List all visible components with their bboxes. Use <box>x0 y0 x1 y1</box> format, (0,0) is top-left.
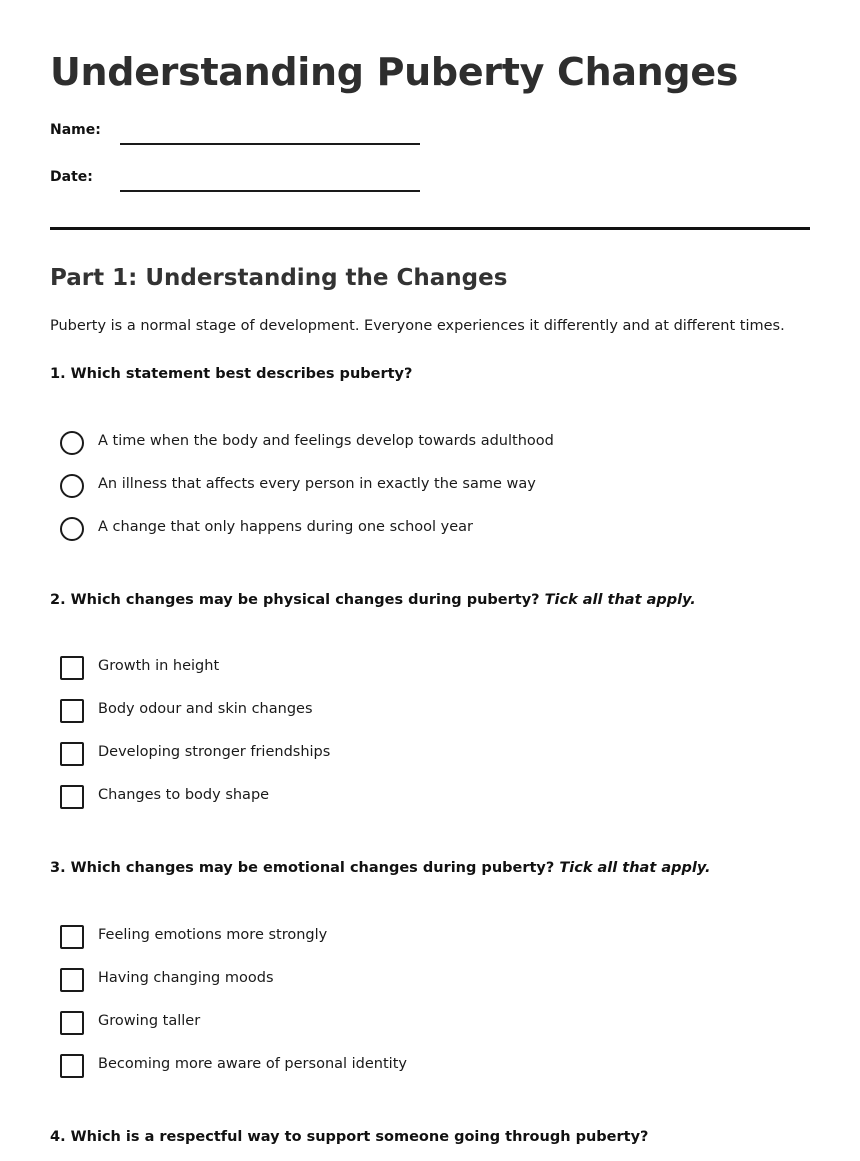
question-instruction: Tick all that apply. <box>559 860 711 876</box>
option-label: Growing taller <box>98 1013 201 1029</box>
date-field-row <box>50 169 470 199</box>
option-label: An illness that affects every person in exactly the same way <box>98 476 536 492</box>
question-text: Which statement best describes puberty? <box>70 366 413 382</box>
radio-button[interactable] <box>60 474 84 498</box>
question-3 <box>50 860 710 876</box>
q3-option-3[interactable] <box>60 1011 760 1037</box>
question-text: Which is a respectful way to support someone going through puberty? <box>70 1129 649 1145</box>
question-number: 1. <box>50 366 66 382</box>
question-4 <box>50 1129 648 1145</box>
q3-option-2[interactable] <box>60 968 760 994</box>
q1-option-1[interactable] <box>60 431 760 457</box>
part1-heading: Part 1: Understanding the Changes <box>50 265 508 291</box>
checkbox[interactable] <box>60 742 84 766</box>
question-number: 2. <box>50 592 66 608</box>
question-instruction: Tick all that apply. <box>544 592 696 608</box>
question-text: Which changes may be emotional changes during puberty? <box>70 860 555 876</box>
option-label: Feeling emotions more strongly <box>98 927 328 943</box>
q1-option-3[interactable] <box>60 517 760 543</box>
option-label: A change that only happens during one school year <box>98 519 474 535</box>
question-2 <box>50 592 696 608</box>
option-label: Having changing moods <box>98 970 274 986</box>
worksheet-title: Understanding Puberty Changes <box>50 50 739 94</box>
section-divider <box>50 227 810 230</box>
q3-option-1[interactable] <box>60 925 760 951</box>
option-label: Changes to body shape <box>98 787 270 803</box>
question-number: 4. <box>50 1129 66 1145</box>
checkbox[interactable] <box>60 699 84 723</box>
name-label: Name: <box>50 122 101 138</box>
name-input-line[interactable] <box>120 143 420 145</box>
q2-option-4[interactable] <box>60 785 760 811</box>
checkbox[interactable] <box>60 1054 84 1078</box>
option-label: Becoming more aware of personal identity <box>98 1056 407 1072</box>
checkbox[interactable] <box>60 968 84 992</box>
option-label: Growth in height <box>98 658 220 674</box>
name-field-row <box>50 122 470 152</box>
part1-intro: Puberty is a normal stage of development. Everyone experiences it differently and at different times. <box>50 318 785 334</box>
checkbox[interactable] <box>60 1011 84 1035</box>
radio-button[interactable] <box>60 431 84 455</box>
question-text: Which changes may be physical changes during puberty? <box>70 592 540 608</box>
question-number: 3. <box>50 860 66 876</box>
checkbox[interactable] <box>60 656 84 680</box>
q1-option-2[interactable] <box>60 474 760 500</box>
q2-option-1[interactable] <box>60 656 760 682</box>
q3-option-4[interactable] <box>60 1054 760 1080</box>
date-label: Date: <box>50 169 93 185</box>
checkbox[interactable] <box>60 785 84 809</box>
checkbox[interactable] <box>60 925 84 949</box>
option-label: Developing stronger friendships <box>98 744 331 760</box>
q2-option-3[interactable] <box>60 742 760 768</box>
option-label: A time when the body and feelings develop towards adulthood <box>98 433 554 449</box>
q2-option-2[interactable] <box>60 699 760 725</box>
radio-button[interactable] <box>60 517 84 541</box>
date-input-line[interactable] <box>120 190 420 192</box>
option-label: Body odour and skin changes <box>98 701 313 717</box>
question-1 <box>50 366 412 382</box>
